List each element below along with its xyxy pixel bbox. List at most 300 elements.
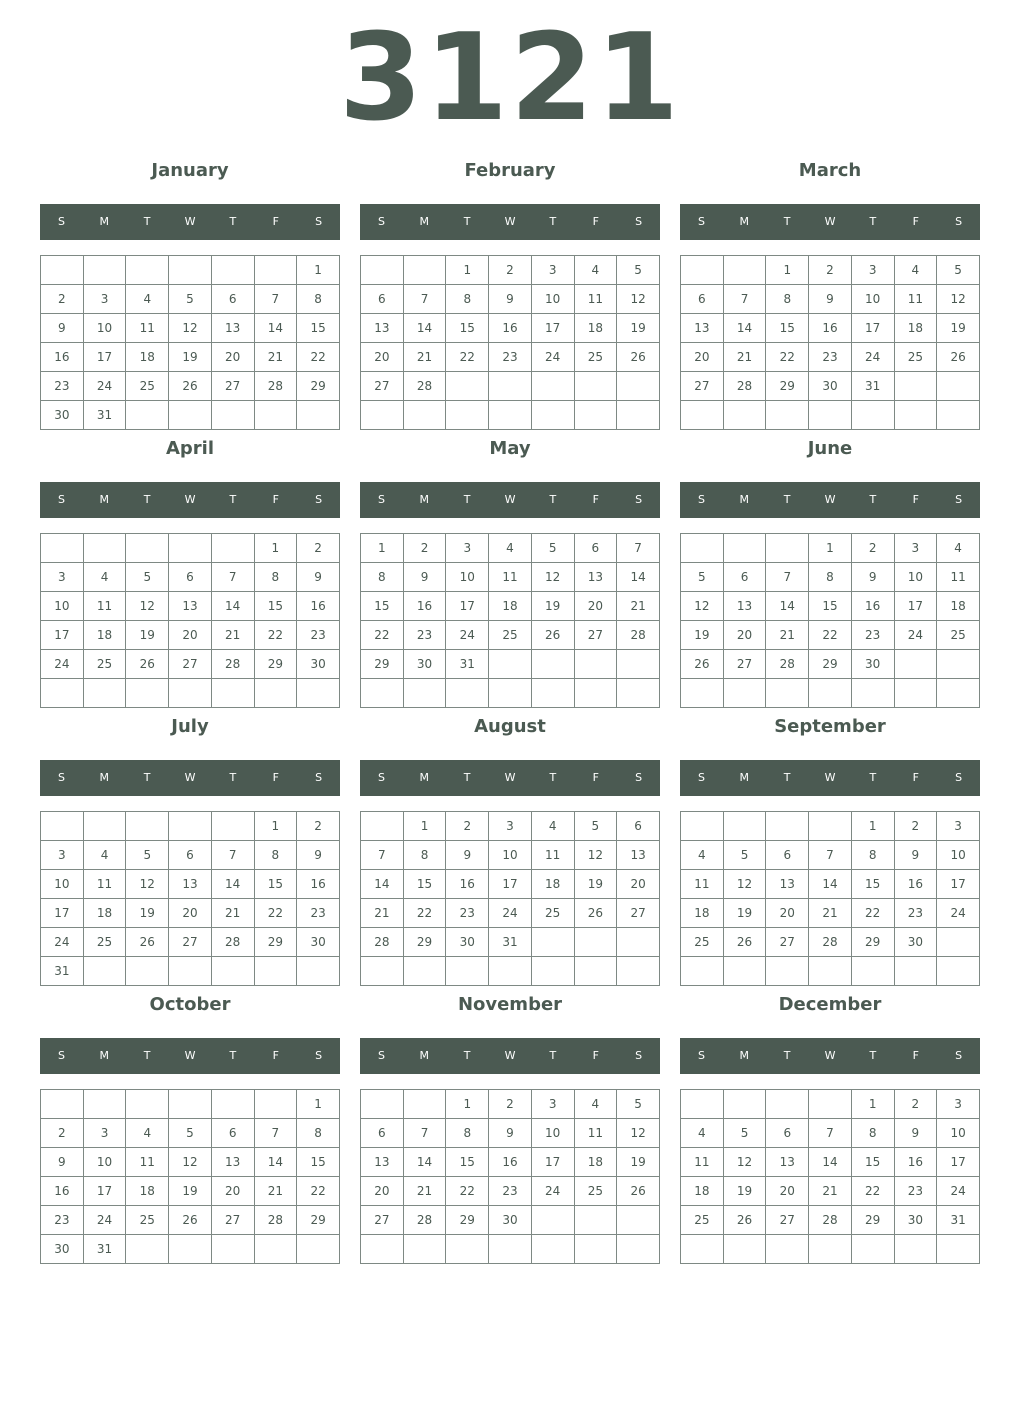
day-cell (126, 679, 169, 708)
day-cell: 11 (681, 1148, 724, 1177)
day-cell: 30 (297, 928, 340, 957)
day-cell: 4 (681, 841, 724, 870)
day-cell: 10 (531, 1119, 574, 1148)
day-cell (617, 401, 660, 430)
day-cell: 27 (766, 1206, 809, 1235)
day-cell: 12 (169, 314, 212, 343)
day-cell: 12 (531, 563, 574, 592)
day-cell: 27 (169, 928, 212, 957)
day-cell (809, 401, 852, 430)
day-cell: 14 (766, 592, 809, 621)
day-cell: 16 (894, 1148, 937, 1177)
week-row (681, 957, 980, 986)
day-cell: 24 (83, 1206, 126, 1235)
weekday-label: W (504, 771, 516, 784)
day-cell: 10 (446, 563, 489, 592)
day-cell: 5 (617, 256, 660, 285)
day-cell (937, 372, 980, 401)
day-cell: 17 (531, 314, 574, 343)
day-cell: 18 (574, 1148, 617, 1177)
day-cell: 15 (297, 314, 340, 343)
weekday-header (680, 760, 980, 796)
day-cell (531, 1206, 574, 1235)
weekday-label: T (869, 215, 877, 228)
day-cell: 10 (83, 1148, 126, 1177)
day-cell: 25 (531, 899, 574, 928)
day-cell: 5 (681, 563, 724, 592)
day-cell: 7 (361, 841, 404, 870)
day-grid (360, 255, 660, 430)
month-july (40, 716, 340, 986)
day-cell: 27 (574, 621, 617, 650)
day-cell: 13 (361, 314, 404, 343)
weekday-label: F (912, 493, 919, 506)
day-cell: 5 (126, 563, 169, 592)
weekday-label: F (912, 1049, 919, 1062)
week-row (681, 343, 980, 372)
day-cell: 1 (297, 256, 340, 285)
day-cell: 29 (851, 928, 894, 957)
day-cell: 22 (297, 1177, 340, 1206)
day-cell (254, 256, 297, 285)
day-cell: 19 (681, 621, 724, 650)
weekday-label: S (377, 1049, 385, 1062)
day-cell (937, 1235, 980, 1264)
day-cell: 12 (126, 592, 169, 621)
day-cell: 18 (681, 1177, 724, 1206)
day-cell: 10 (937, 841, 980, 870)
day-cell: 29 (297, 372, 340, 401)
day-cell: 14 (723, 314, 766, 343)
day-cell (574, 1235, 617, 1264)
weekday-label: M (739, 1049, 750, 1062)
week-row (41, 285, 340, 314)
day-cell: 19 (531, 592, 574, 621)
day-cell (297, 957, 340, 986)
week-row (361, 899, 660, 928)
day-cell: 2 (446, 812, 489, 841)
weekday-label: W (184, 493, 196, 506)
weekday-header (680, 482, 980, 518)
weekday-label: M (99, 493, 110, 506)
month-october (40, 994, 340, 1264)
day-cell (169, 1235, 212, 1264)
day-cell: 20 (766, 899, 809, 928)
day-cell (723, 1235, 766, 1264)
day-cell: 7 (617, 534, 660, 563)
day-cell: 26 (531, 621, 574, 650)
day-cell: 30 (297, 650, 340, 679)
day-cell: 28 (403, 1206, 446, 1235)
day-cell: 1 (851, 812, 894, 841)
weekday-label: T (143, 493, 151, 506)
day-cell: 17 (937, 870, 980, 899)
weekday-label: F (272, 493, 279, 506)
weekday-label: T (143, 1049, 151, 1062)
day-cell: 2 (894, 812, 937, 841)
day-cell (361, 256, 404, 285)
day-cell: 5 (531, 534, 574, 563)
day-cell: 1 (403, 812, 446, 841)
week-row (361, 401, 660, 430)
day-cell (894, 650, 937, 679)
day-cell: 18 (937, 592, 980, 621)
day-cell: 17 (41, 621, 84, 650)
day-cell: 21 (809, 899, 852, 928)
month-name: April (165, 438, 215, 459)
day-cell: 22 (851, 1177, 894, 1206)
day-cell (531, 1235, 574, 1264)
day-cell (531, 957, 574, 986)
day-cell: 20 (766, 1177, 809, 1206)
day-cell (574, 928, 617, 957)
weekday-label: T (463, 771, 471, 784)
day-cell: 11 (83, 592, 126, 621)
day-cell: 28 (254, 372, 297, 401)
day-cell: 5 (617, 1090, 660, 1119)
day-cell: 23 (894, 899, 937, 928)
month-name: March (798, 160, 862, 181)
day-cell (723, 679, 766, 708)
day-cell: 23 (809, 343, 852, 372)
day-cell: 2 (41, 285, 84, 314)
day-cell: 30 (894, 1206, 937, 1235)
day-cell: 31 (83, 401, 126, 430)
day-cell: 14 (211, 870, 254, 899)
day-cell: 8 (851, 1119, 894, 1148)
day-cell (254, 1090, 297, 1119)
day-cell (211, 957, 254, 986)
day-cell: 29 (254, 650, 297, 679)
day-cell: 14 (361, 870, 404, 899)
day-cell: 15 (254, 592, 297, 621)
day-cell: 26 (126, 650, 169, 679)
weekday-label: T (229, 1049, 237, 1062)
weekday-label: W (184, 215, 196, 228)
month-september (680, 716, 980, 986)
day-cell (361, 679, 404, 708)
day-cell: 2 (403, 534, 446, 563)
day-cell (361, 812, 404, 841)
day-cell: 25 (126, 372, 169, 401)
day-cell: 25 (489, 621, 532, 650)
day-grid (40, 811, 340, 986)
day-cell: 26 (937, 343, 980, 372)
day-cell (41, 256, 84, 285)
weekday-label: F (912, 215, 919, 228)
day-cell: 20 (574, 592, 617, 621)
day-cell: 12 (617, 1119, 660, 1148)
day-cell (41, 679, 84, 708)
day-cell: 23 (489, 343, 532, 372)
day-cell: 27 (169, 650, 212, 679)
weekday-label: T (783, 215, 791, 228)
week-row (681, 534, 980, 563)
day-cell: 18 (681, 899, 724, 928)
day-cell (361, 1235, 404, 1264)
day-cell: 18 (531, 870, 574, 899)
day-cell: 13 (681, 314, 724, 343)
week-row (361, 870, 660, 899)
day-cell: 14 (809, 870, 852, 899)
day-cell: 4 (126, 1119, 169, 1148)
day-cell: 16 (446, 870, 489, 899)
week-row (41, 343, 340, 372)
week-row (41, 1090, 340, 1119)
day-cell: 17 (41, 899, 84, 928)
day-cell: 24 (41, 928, 84, 957)
weekday-label: M (419, 1049, 430, 1062)
day-cell: 2 (489, 256, 532, 285)
day-cell: 2 (297, 534, 340, 563)
day-cell: 13 (361, 1148, 404, 1177)
day-cell: 29 (254, 928, 297, 957)
day-cell (126, 1090, 169, 1119)
day-cell (446, 679, 489, 708)
day-cell: 8 (297, 285, 340, 314)
day-cell: 4 (489, 534, 532, 563)
day-cell: 21 (766, 621, 809, 650)
weekday-label: T (229, 215, 237, 228)
day-cell: 28 (254, 1206, 297, 1235)
weekday-header (40, 204, 340, 240)
day-cell: 10 (83, 314, 126, 343)
day-cell (723, 957, 766, 986)
day-cell (617, 679, 660, 708)
day-cell: 14 (211, 592, 254, 621)
day-cell: 9 (894, 841, 937, 870)
day-cell: 24 (937, 899, 980, 928)
day-cell: 21 (723, 343, 766, 372)
day-cell: 21 (403, 343, 446, 372)
day-cell (83, 957, 126, 986)
weekday-label: T (143, 215, 151, 228)
week-row (361, 372, 660, 401)
day-cell (574, 650, 617, 679)
week-row (41, 928, 340, 957)
day-cell: 23 (446, 899, 489, 928)
day-cell: 3 (41, 563, 84, 592)
day-cell (297, 679, 340, 708)
day-cell: 29 (809, 650, 852, 679)
weekday-label: F (272, 215, 279, 228)
day-cell: 20 (169, 899, 212, 928)
day-cell: 15 (361, 592, 404, 621)
day-cell: 4 (126, 285, 169, 314)
day-cell: 9 (489, 285, 532, 314)
day-cell: 8 (446, 285, 489, 314)
day-cell: 23 (894, 1177, 937, 1206)
day-cell (297, 401, 340, 430)
day-cell: 28 (211, 650, 254, 679)
day-cell: 4 (83, 563, 126, 592)
day-cell: 11 (126, 314, 169, 343)
month-name: February (464, 160, 556, 181)
month-name: June (807, 438, 853, 459)
day-cell: 4 (894, 256, 937, 285)
day-cell: 4 (574, 1090, 617, 1119)
day-cell: 3 (937, 1090, 980, 1119)
day-cell (681, 256, 724, 285)
day-cell: 17 (83, 1177, 126, 1206)
day-cell: 5 (574, 812, 617, 841)
month-name: August (474, 716, 546, 737)
day-cell: 22 (809, 621, 852, 650)
day-cell: 29 (403, 928, 446, 957)
day-cell: 16 (403, 592, 446, 621)
week-row (361, 928, 660, 957)
day-cell: 29 (297, 1206, 340, 1235)
day-cell: 3 (531, 1090, 574, 1119)
day-cell: 3 (41, 841, 84, 870)
week-row (361, 534, 660, 563)
week-row (361, 1119, 660, 1148)
day-cell (446, 372, 489, 401)
day-cell (723, 256, 766, 285)
day-cell (766, 957, 809, 986)
day-cell: 17 (937, 1148, 980, 1177)
day-cell: 18 (489, 592, 532, 621)
day-cell: 27 (766, 928, 809, 957)
day-cell: 4 (937, 534, 980, 563)
day-cell: 5 (723, 841, 766, 870)
day-cell: 7 (403, 285, 446, 314)
day-cell: 21 (361, 899, 404, 928)
day-cell: 28 (361, 928, 404, 957)
day-cell: 1 (254, 534, 297, 563)
day-cell: 13 (617, 841, 660, 870)
day-cell: 23 (41, 372, 84, 401)
day-cell: 10 (894, 563, 937, 592)
day-cell: 20 (211, 343, 254, 372)
weekday-header (360, 482, 660, 518)
day-cell: 13 (574, 563, 617, 592)
day-cell (894, 401, 937, 430)
day-grid (680, 811, 980, 986)
day-cell: 19 (574, 870, 617, 899)
day-cell: 6 (723, 563, 766, 592)
day-cell (766, 534, 809, 563)
year-title: 3121 (339, 9, 681, 148)
weekday-label: S (635, 771, 643, 784)
day-cell: 16 (809, 314, 852, 343)
day-cell (766, 401, 809, 430)
day-cell: 17 (489, 870, 532, 899)
week-row (41, 401, 340, 430)
day-cell (126, 256, 169, 285)
week-row (681, 1119, 980, 1148)
day-cell: 6 (574, 534, 617, 563)
day-cell: 19 (169, 1177, 212, 1206)
day-cell (169, 812, 212, 841)
day-cell: 12 (574, 841, 617, 870)
day-cell: 26 (126, 928, 169, 957)
weekday-label: S (697, 1049, 705, 1062)
day-cell (617, 928, 660, 957)
day-cell (489, 372, 532, 401)
day-cell: 30 (403, 650, 446, 679)
week-row (41, 1235, 340, 1264)
day-cell: 31 (851, 372, 894, 401)
day-cell: 19 (617, 314, 660, 343)
day-cell (403, 1235, 446, 1264)
day-cell: 8 (254, 563, 297, 592)
day-cell: 26 (617, 1177, 660, 1206)
day-grid (360, 1089, 660, 1264)
day-cell: 15 (403, 870, 446, 899)
day-cell (766, 679, 809, 708)
day-cell: 31 (41, 957, 84, 986)
day-cell (403, 401, 446, 430)
day-cell (681, 1090, 724, 1119)
day-cell: 1 (446, 256, 489, 285)
day-cell: 13 (766, 1148, 809, 1177)
day-cell (809, 812, 852, 841)
day-cell (126, 812, 169, 841)
weekday-label: T (783, 493, 791, 506)
day-cell: 19 (937, 314, 980, 343)
day-cell: 22 (403, 899, 446, 928)
day-cell: 6 (169, 563, 212, 592)
day-cell: 26 (574, 899, 617, 928)
day-cell: 20 (361, 1177, 404, 1206)
day-cell: 11 (489, 563, 532, 592)
day-cell (126, 957, 169, 986)
day-cell: 7 (211, 563, 254, 592)
week-row (681, 870, 980, 899)
day-cell: 30 (446, 928, 489, 957)
day-cell: 9 (894, 1119, 937, 1148)
day-cell: 23 (41, 1206, 84, 1235)
week-row (681, 1177, 980, 1206)
day-cell: 4 (83, 841, 126, 870)
day-cell: 30 (489, 1206, 532, 1235)
day-cell (809, 679, 852, 708)
weekday-label: S (57, 771, 65, 784)
weekday-label: S (315, 771, 323, 784)
day-cell: 22 (446, 343, 489, 372)
day-cell (83, 256, 126, 285)
day-cell: 4 (574, 256, 617, 285)
weekday-label: S (955, 493, 963, 506)
day-cell: 20 (169, 621, 212, 650)
week-row (41, 592, 340, 621)
day-cell: 2 (809, 256, 852, 285)
day-cell: 15 (851, 1148, 894, 1177)
day-cell: 11 (574, 285, 617, 314)
day-cell: 31 (446, 650, 489, 679)
day-cell: 18 (126, 343, 169, 372)
day-cell (403, 957, 446, 986)
day-cell (574, 1206, 617, 1235)
day-cell: 7 (809, 841, 852, 870)
day-cell: 6 (211, 1119, 254, 1148)
day-cell: 28 (809, 1206, 852, 1235)
weekday-label: F (592, 215, 599, 228)
week-row (361, 285, 660, 314)
day-cell (211, 1235, 254, 1264)
day-cell (254, 957, 297, 986)
day-cell (681, 401, 724, 430)
weekday-label: M (739, 493, 750, 506)
day-cell: 1 (446, 1090, 489, 1119)
week-row (361, 563, 660, 592)
day-cell: 1 (361, 534, 404, 563)
week-row (361, 1090, 660, 1119)
day-cell: 11 (894, 285, 937, 314)
weekday-label: W (504, 215, 516, 228)
week-row (361, 812, 660, 841)
